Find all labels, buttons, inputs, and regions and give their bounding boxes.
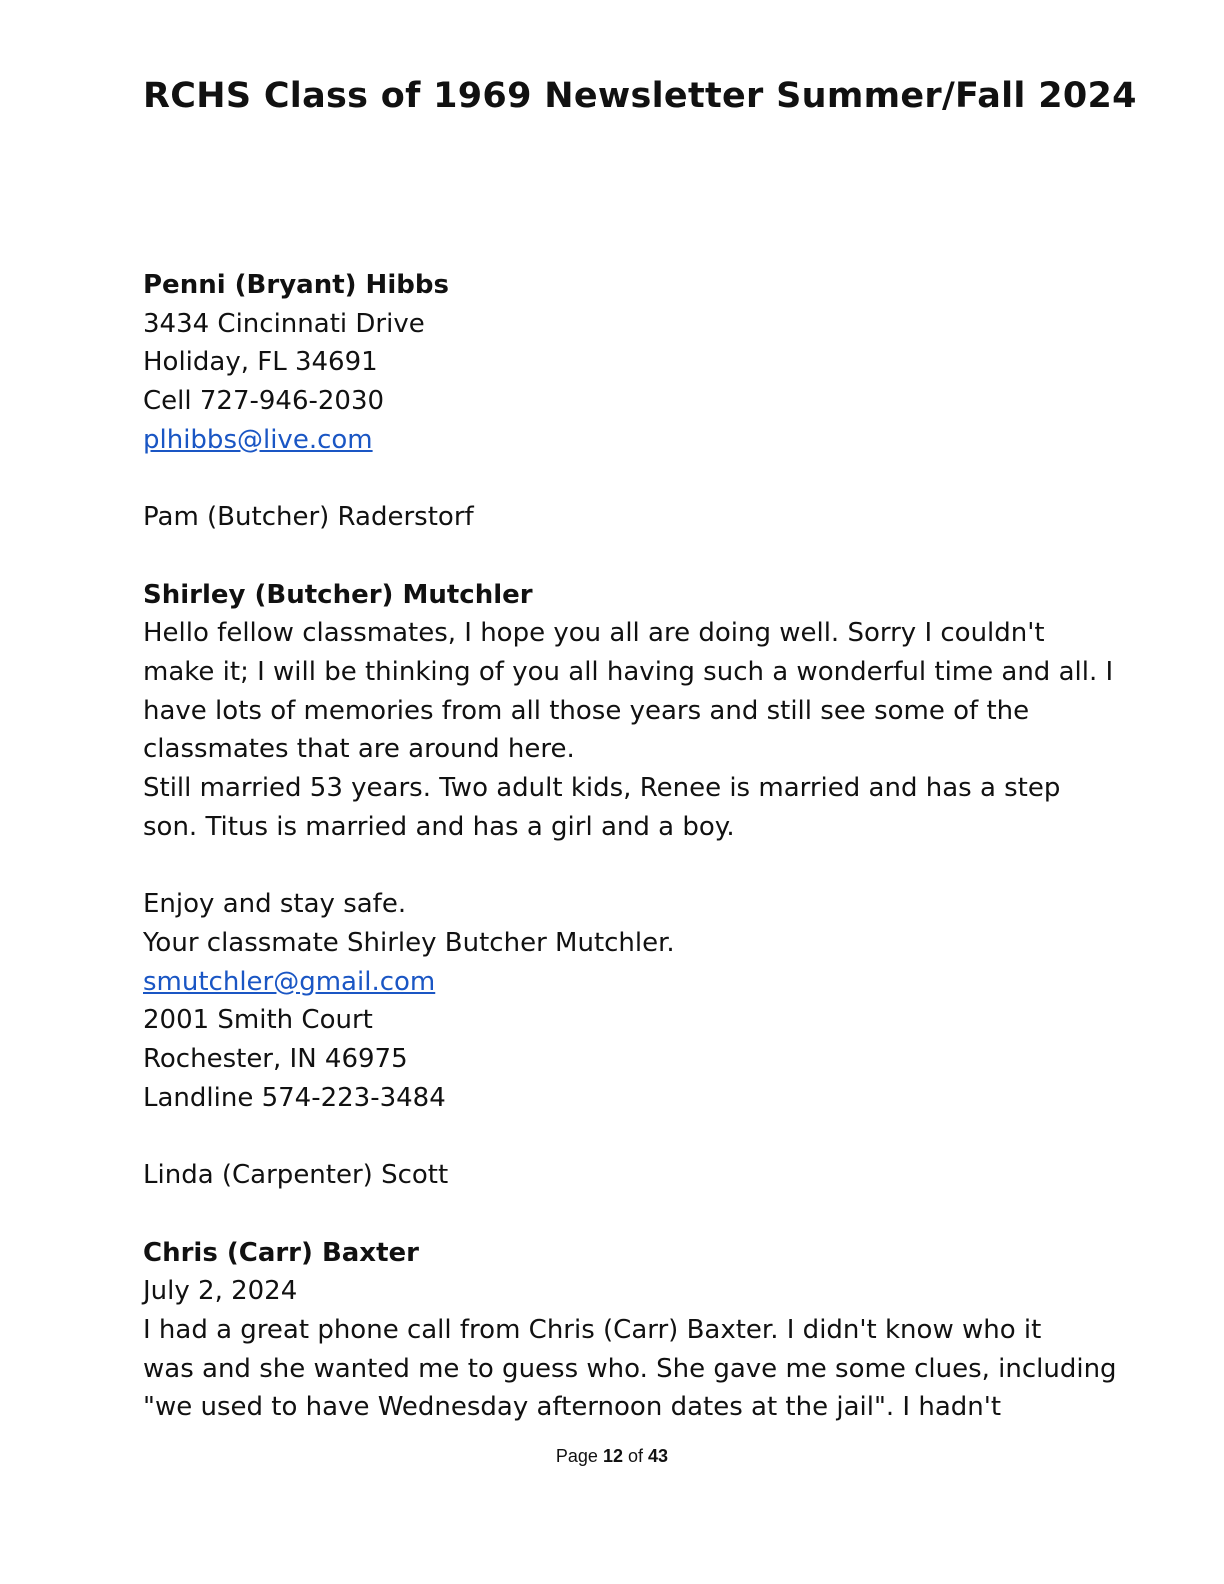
- page-title: RCHS Class of 1969 Newsletter Summer/Fall 2024: [143, 76, 1137, 116]
- closing-line: Enjoy and stay safe.: [143, 889, 407, 920]
- entry-name: Chris (Carr) Baxter: [143, 1237, 419, 1268]
- entry-name: Penni (Bryant) Hibbs: [143, 270, 449, 300]
- entry-name: Linda (Carpenter) Scott: [143, 1160, 449, 1191]
- message-line: make it; I will be thinking of you all having such a wonderful time and all. I: [143, 657, 1114, 687]
- entry-date: July 2, 2024: [143, 1276, 298, 1307]
- phone-line: Landline 574-223-3484: [143, 1082, 446, 1113]
- entry-name: Shirley (Butcher) Mutchler: [143, 579, 533, 610]
- closing-line: Your classmate Shirley Butcher Mutchler.: [143, 927, 675, 958]
- address-line: Rochester, IN 46975: [143, 1044, 408, 1075]
- page-total: 43: [648, 1446, 669, 1466]
- page-label: Page: [555, 1446, 598, 1466]
- email-link[interactable]: plhibbs@live.com: [143, 424, 373, 455]
- message-line: son. Titus is married and has a girl and a boy.: [143, 811, 735, 842]
- address-line: 2001 Smith Court: [143, 1005, 373, 1036]
- message-line: "we used to have Wednesday afternoon dates at the jail". I hadn't: [143, 1392, 1002, 1423]
- entry-name: Pam (Butcher) Raderstorf: [143, 502, 474, 533]
- message-line: I had a great phone call from Chris (Carr) Baxter. I didn't know who it: [143, 1314, 1042, 1345]
- message-line: have lots of memories from all those years and still see some of the: [143, 695, 1030, 726]
- address-line: Holiday, FL 34691: [143, 347, 378, 378]
- newsletter-body: [143, 266, 1117, 1427]
- phone-line: Cell 727-946-2030: [143, 386, 385, 417]
- page-number: 12: [602, 1446, 623, 1466]
- message-line: Hello fellow classmates, I hope you all are doing well. Sorry I couldn't: [143, 618, 1045, 649]
- page-footer: [0, 1446, 1224, 1467]
- message-line: Still married 53 years. Two adult kids, Renee is married and has a step: [143, 773, 1061, 804]
- message-line: classmates that are around here.: [143, 734, 575, 765]
- message-line: was and she wanted me to guess who. She gave me some clues, including: [143, 1353, 1117, 1384]
- email-link[interactable]: smutchler@gmail.com: [143, 966, 436, 997]
- of-label: of: [628, 1446, 644, 1466]
- address-line: 3434 Cincinnati Drive: [143, 308, 425, 339]
